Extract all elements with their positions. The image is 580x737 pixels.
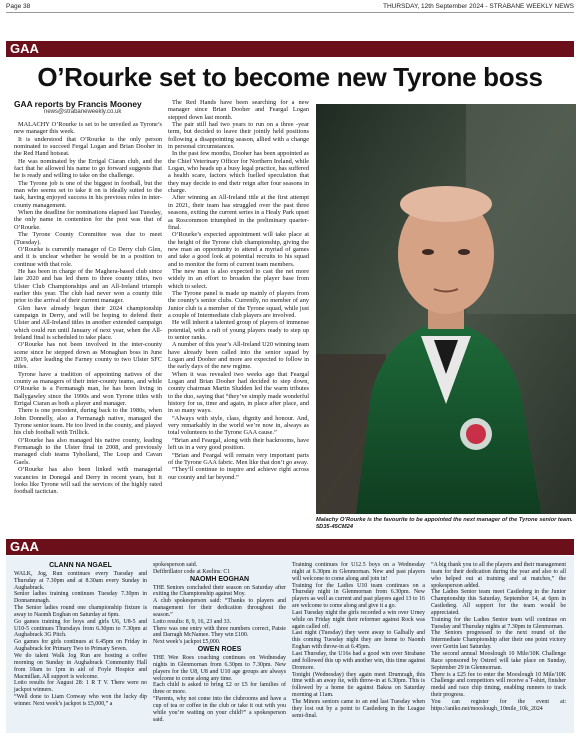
club-note-paragraph: There is a £25 fee to enter the Mooslough 10 Mile/10K Challenge and competitors will receive a T-shirt, finisher medal and race chip timing, enabling runners to track their progress. <box>431 671 566 699</box>
club-note-paragraph: Last Tuesday night the girls recorded a win over Urney while on Friday night their reformer against Rock was again called off. <box>292 609 425 630</box>
club-note-paragraph: THE Seniors concluded their season on Saturday after exiting the Championship against Moy. <box>153 584 286 598</box>
club-note-paragraph: Training for the Ladies U10 team continues on a Thursday night in Glenmornan from 6.30pm. New players as well as current and past players aged 13 to 16 are welcome to come along and give it a go. <box>292 582 425 610</box>
section-label-top: GAA <box>6 41 574 57</box>
club-heading: CLANN NA NGAEL <box>49 562 112 569</box>
dateline: THURSDAY, 12th September 2024 - STRABANE WEEKLY NEWS <box>383 2 574 10</box>
byline-email: news@strabaneweekly.co.uk <box>44 109 122 115</box>
byline <box>14 99 174 115</box>
article-paragraph: Tyrone have a tradition of appointing natives of the county as managers of their inter-county teams, and while O’Rourke is a Fermanagh man, he has been living in Ballygawley since the 1990s and won Tyrone titles with Errigal Ciaran as both a player and manager. <box>14 370 162 408</box>
club-notes-column-2 <box>153 562 286 723</box>
club-note-paragraph: Training for the Ladies Senior team will continue on Tuesday and Thursday nights at 7.30pm in Glenmornan. <box>431 616 566 630</box>
club-note-paragraph: You can register for the event at: https://aniko.net/mooslough_10mile_10k_2024 <box>431 698 566 712</box>
club-note-paragraph: There was one entry with three numbers correct, Patsie and Darragh McNamee. They win £100. <box>153 625 286 639</box>
club-heading: NAOMH EOGHAN <box>189 575 250 583</box>
article-paragraph: O’Rourke has also managed his native county, leading Fermanagh to the Ulster final in 2008, and previously managed club teams Tyholland, The Loup and Cavan Gaels. <box>14 436 162 466</box>
article-paragraph: “Brian and Feargal, along with their backrooms, have left us in a very good position. <box>168 436 309 452</box>
club-note-paragraph: The Minors seniors came to an end last Tuesday when they lost out by a point to Castlederg in the League semi-final. <box>292 698 425 719</box>
article-paragraph: He has been in charge of the Maghera-based club since late 2020 and has led them to three county titles, two Ulster Club Championships and an All-Ireland triumph earlier this year. The club had never won a county title prior to the arrival of their current manager. <box>14 267 162 305</box>
article-paragraph: The Tyrone panel is made up mainly of players from the county’s senior clubs. Currently, no member of any Junior club is a member of the Tyrone squad, while just a couple of Intermediate club players are involved. <box>168 289 309 319</box>
club-note-paragraph: Go games for girls continues at 6.45pm on Friday in Aughabrack for Primary Two to Primary Seven. <box>14 639 147 653</box>
article-column-1 <box>14 121 162 496</box>
article-paragraph: After winning an All-Ireland title at the first attempt in 2021, their team has struggled over the past three seasons, exiting the current series in a Healy Park upset as Roscommon triumphed in the preliminary quarter-final. <box>168 194 309 231</box>
club-note-paragraph: Next week’s jackpot £5,000. <box>153 639 221 646</box>
article-paragraph: The Red Hands have been searching for a new manager since Brian Dooher and Feargal Logan stepped down last month. <box>168 99 309 121</box>
club-note-paragraph: The Ladies Senior team meet Castlederg in the Junior Championship this Saturday, September 14, at 6pm in Castlederg. All support for the team would be appreciated. <box>431 589 566 616</box>
article-paragraph: He was nominated by the Errigal Ciaran club, and the fact that he allowed his name to go forward suggests that he is ready and willing to take on the challenge. <box>14 157 162 180</box>
article-paragraph: “Always with style, class, dignity and honour. And, very remarkably in the world we’re now in, always as total volunteers to the Tyrone GAA cause.” <box>168 414 309 437</box>
club-notes-column-1 <box>14 562 147 708</box>
article-paragraph: In the past few months, Dooher has been appointed as the Chief Veterinary Officer for Northern Ireland, while Logan, who heads up a busy legal practice, has suffered a health scare, factors which fuelled speculation that they may decide to end their reign after four seasons in charge. <box>168 150 309 195</box>
club-notes-column-3 <box>292 562 425 719</box>
article-paragraph: There is one precedent, during back to the 1980s, when John Donnelly, also a Fermanagh native, managed the Tyrone senior team. He too lived in the county, and played his club football with Trillick. <box>14 407 162 437</box>
club-note-paragraph: “Well done to Liam Conway who won the lucky dip winner. Next week’s jackpot is £5,000,” a <box>14 694 147 707</box>
club-note-paragraph: Last Thursday, the U16s had a good win over Strabane and followed this up with another win, this time against Dromore. <box>292 650 425 671</box>
article-paragraph: “Brian and Feargal will remain very important parts of the Tyrone GAA fabric. Men like that don’t go away. <box>168 451 309 466</box>
club-heading: OWEN ROES <box>197 646 242 654</box>
article-paragraph: The Tyrone County Committee was due to meet (Tuesday). <box>14 231 162 246</box>
club-note-paragraph: Each child is asked to bring £2 or £5 for families of three or more. <box>153 682 286 696</box>
article-paragraph: O’Rourke’s expected appointment will take place at the height of the Tyrone club championship, giving the new man an opportunity to attend a myriad of games and take a good look at potential recruits to his squad and to monitor the form of current team members. <box>168 231 309 268</box>
article-paragraph: When the deadline for nominations elapsed last Tuesday, the only name in contention for the post was that of O’Rourke. <box>14 209 162 231</box>
club-note-paragraph: The Senior ladies round one championship fixture is away to Naomh Eoghan on Saturday at 6pm. <box>14 605 147 618</box>
club-note-paragraph: WALK, Jog, Run continues every Tuesday and Thursday at 7.30pm and at 8.30am every Sunday in Aughabrack. <box>14 570 147 591</box>
article-paragraph: The pair still had two years to run on a three -year term, but decided to leave their jointly held positions following a disappointing season, allied with a change in personal circumstances. <box>168 121 309 151</box>
article-column-2 <box>168 99 309 481</box>
club-note-paragraph: Senior ladies training continues Tuesday 7.30pm in Donnamunagh. <box>14 591 147 605</box>
article-paragraph: O’Rourke has not been involved in the inter-county scene since he stepped down as Monaghan boss in June 2019, after leading the Farney county to two Ulster SFC titles. <box>14 341 162 371</box>
page-number: Page 38 <box>6 2 31 10</box>
club-note-paragraph: Last night (Tuesday) they were away to Galbally and this coming Tuesday night they are home to Naomh Eoghan with throw-in at 6.45pm. <box>292 630 425 651</box>
manager-photo <box>316 104 576 514</box>
article-paragraph: Glen have already begun their 2024 championship campaign in Derry, and will be hoping to defend their Ulster and All-Ireland titles in another extended campaign which could run until January of next year, when the All-Ireland final is scheduled to take place. <box>14 304 162 341</box>
club-note-paragraph: We do talent Walk Jog Run are hosting a coffee morning on Sunday in Aughabrack Community Hall from 10am to 1pm in aid of Foyle Hospice and Macmillan. All support is welcome. <box>14 652 147 680</box>
article-paragraph: “They’ll continue to inspire and achieve right across our county and far beyond.” <box>168 466 309 481</box>
club-note-paragraph: Go games training for boys and girls U6, U8-5 and U10-5 continues Thursdays from 6.30pm to 7.30pm at Aughabrack 3G Pitch. <box>14 618 147 639</box>
club-note-paragraph: Training continues for U12.5 boys on a Wednesday night at 6.30pm in Glenmornan. New and past players will welcome to come along and join in! <box>292 562 425 582</box>
club-note-paragraph: Defibrillator code at Keelins: C1 <box>153 568 231 575</box>
club-notes-panel <box>6 556 574 733</box>
club-note-paragraph: Tonight (Wednesday) they again meet Drumragh, this time with an away tie, with throw-in at 6.30pm. This is followed by a home tie against Bakoa on Saturday morning at 11am. <box>292 671 425 699</box>
club-notes-column-4 <box>431 562 566 713</box>
byline-name: GAA reports by Francis Mooney <box>14 99 142 109</box>
article-paragraph: When it was revealed two weeks ago that Feargal Logan and Brian Dooher had decided to step down, county chairman Martin Sludden led the warm tributes to the duo, saying that “they’ve simply made wonderful history for us, time and again, in place after place, and in so many ways. <box>168 370 309 415</box>
photo-caption: Malachy O’Rourke is the favourite to be appointed the next manager of the Tyrone senior team. 5D35-45CM24 <box>316 517 573 530</box>
club-note-paragraph: “Parents, why not come into the clubrooms and have a cup of tea or coffee in the club or take it out with you while you’re waiting on your child?” a spokesperson said. <box>153 696 286 723</box>
club-note-paragraph: THE Wee Roes coaching continues on Wednesday nights in Glenmornan from 6.30pm to 7.30pm. New players for the U8, U8 and U10 age groups are always welcome to come along any time. <box>153 654 286 682</box>
article-paragraph: O’Rourke is currently manager of Co Derry club Glen, and it is unclear whether he would be in a position to continue with that role. <box>14 245 162 268</box>
article-paragraph: MALACHY O’Rourke is set to be unveiled as Tyrone’s new manager this week. <box>14 121 162 136</box>
section-label-bottom: GAA <box>6 539 574 555</box>
club-note-paragraph: “A big thank you to all the players and their management team for their dedication during the year and also to all who helped out at training and at matches,” the spokesperson added. <box>431 562 566 589</box>
article-paragraph: The new man is also expected to cast the net more widely in an effort to broaden the player base from which to select. <box>168 267 309 290</box>
club-note-paragraph: The second annual Mooslough 10 Mile/10K Challenge Race sponsored by Ostrerl will take place on Sunday, September 29 in Glenmornan. <box>431 650 566 671</box>
club-note-paragraph: spokesperson said. <box>153 562 198 568</box>
article-paragraph: He will inherit a talented group of players of immense potential, with a raft of young players ready to step up to senior ranks. <box>168 319 309 341</box>
article-paragraph: O’Rourke has also been linked with managerial vacancies in Donegal and Derry in recent years, but it looks like Tyrone will sail the services of the highly rated football tactician. <box>14 466 162 496</box>
club-note-paragraph: The Seniors progressed to the next round of the Intermediate Championship after their one point victory over Gortin last Saturday. <box>431 630 566 651</box>
club-note-paragraph: Lotto results: 8, 9, 16, 23 and 33. <box>153 618 232 625</box>
article-paragraph: The Tyrone job is one of the biggest in football, but the man who seems set to take it on is ideally suited to the task, having enjoyed success in his previous roles in inter-county management. <box>14 179 162 209</box>
article-paragraph: A number of this year’s All-Ireland U20 winning team have already been called into the senior squad by Logan and Dooher and more are expected to follow in the early days of the new regime. <box>168 341 309 371</box>
club-note-paragraph: A club spokesperson said: “Thanks to players and management for their dedication throughout the season.” <box>153 598 286 618</box>
page-header <box>6 0 574 13</box>
club-note-paragraph: Lotto results for August 28: 1 R T V. There were no jackpot winners. <box>14 680 147 694</box>
article-paragraph: It is understood that O’Rourke is the only person nominated to succeed Fergal Logan and Brian Dooher in the Red Hand hotseat. <box>14 135 162 158</box>
headline: O’Rourke set to become new Tyrone boss <box>37 62 543 92</box>
